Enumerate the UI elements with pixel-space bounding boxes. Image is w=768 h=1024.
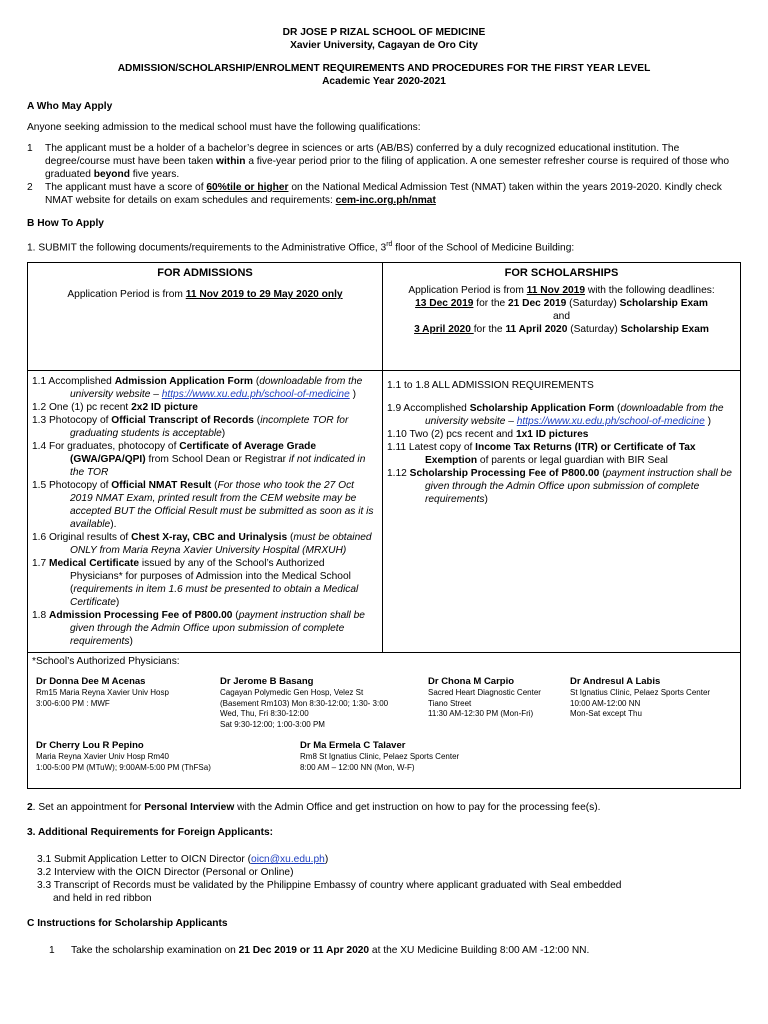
physician-name: Dr Donna Dee M Acenas <box>36 676 146 688</box>
physician-hours: Mon-Sat except Thu <box>570 709 642 719</box>
text-run: 11 April 2020 <box>505 324 568 336</box>
text-run: on the National Medical Admission Test (NMAT) taken within the years 2019-2020. Kindly check NMAT website for details on exam schedules and requirements: <box>45 182 722 206</box>
text-run: Personal Interview <box>144 802 235 814</box>
list-item <box>387 428 736 441</box>
physician-name: Dr Ma Ermela C Talaver <box>300 740 406 752</box>
text-run: floor of the School of Medicine Building: <box>392 242 575 254</box>
text-run: must be obtained ONLY from Maria Reyna Xavier University Hospital (MRXUH) <box>70 532 372 557</box>
text-run: of parents or legal guardian with BIR Seal <box>477 455 668 467</box>
qualification-list <box>27 142 741 207</box>
website-link[interactable]: https://www.xu.edu.ph/school-of-medicine <box>161 389 350 401</box>
item-text <box>45 181 741 207</box>
physician-name: Dr Jerome B Basang <box>220 676 314 688</box>
table-row <box>28 371 741 653</box>
text-run: ( <box>252 376 260 388</box>
qualification-item <box>27 142 741 181</box>
text-run: incomplete TOR for graduating students is acceptable <box>70 415 349 440</box>
admissions-header-cell <box>28 263 383 371</box>
text-run: . Set an appointment for <box>32 802 145 814</box>
academic-year: Academic Year 2020-2021 <box>322 76 446 87</box>
list-item <box>32 414 378 440</box>
text-run: 21 Dec 2019 or 11 Apr 2020 <box>238 945 370 957</box>
deadline-and: and <box>553 311 570 323</box>
section-a-intro: Anyone seeking admission to the medical school must have the following qualifications: <box>27 122 421 133</box>
text-run: ) <box>349 389 356 401</box>
text-run: ). <box>110 519 117 531</box>
text-run: issued by any of the School’s Authorized Physicians* for purposes of Admission into the Medical School ( <box>70 558 351 596</box>
physician-hours: 8:00 AM – 12:00 NN (Mon, W-F) <box>300 762 415 772</box>
physician-location: Rm8 St Ignatius Clinic, Pelaez Sports Center <box>300 752 460 762</box>
physician-card <box>36 676 216 709</box>
section-a <box>27 100 741 207</box>
text-run: 3 April 2020 <box>414 324 474 336</box>
text-run: ( <box>211 480 218 492</box>
text-run: with the Admin Office and get instruction on how to pay for the processing fee(s). <box>234 802 601 814</box>
list-item <box>32 479 378 531</box>
school-name: DR JOSE P RIZAL SCHOOL OF MEDICINE <box>282 27 486 38</box>
text-run: 1.3 Photocopy of <box>32 415 112 427</box>
physician-hours: (Basement Rm103) Mon 8:30-12:00; 1:30- 3:00 <box>220 698 389 708</box>
scholarships-period <box>387 284 736 297</box>
physician-hours: 11:30 AM-12:30 PM (Mon-Fri) <box>428 709 534 719</box>
physician-hours: 1:00-5:00 PM (MTuW); 9:00AM-5:00 PM (ThFSa) <box>36 762 211 772</box>
item-text <box>71 944 589 957</box>
item-number: 1 <box>49 945 55 957</box>
text-run: ( <box>614 403 621 415</box>
item-number: 2 <box>27 182 33 193</box>
physician-card <box>36 740 286 773</box>
physician-hours: Wed, Thu, Fri 8:30-12:00 <box>220 709 309 719</box>
section-b <box>27 217 741 789</box>
text-run: Admission Application Form <box>114 376 253 388</box>
text-run: Chest X-ray, CBC and Urinalysis <box>131 532 288 544</box>
text-run: The applicant must be a holder of a bachelor’s degree in sciences or arts (AB/BS) conferred by a duly recognized educational institution. The degree/course must have been taken <box>45 143 680 167</box>
text-run: at the XU Medicine Building 8:00 AM -12:00 NN. <box>369 945 590 957</box>
list-item <box>37 853 741 866</box>
list-item <box>387 467 736 506</box>
physician-hours: 10:00 AM-12:00 NN <box>570 698 641 708</box>
admissions-period <box>32 288 378 301</box>
text-run: ) <box>484 494 488 506</box>
text-run: for the <box>473 298 508 310</box>
text-run: from School Dean or Registrar <box>145 454 289 466</box>
text-run: ( <box>253 415 261 427</box>
list-item <box>32 440 378 479</box>
text-run: 1.8 <box>32 610 49 622</box>
physicians-cell <box>28 653 741 789</box>
list-item <box>32 531 378 557</box>
list-item <box>27 944 741 957</box>
submit-instruction <box>27 238 741 254</box>
physicians-heading: *School’s Authorized Physicians: <box>32 656 180 668</box>
text-run: downloadable from the university website – <box>70 376 363 401</box>
physician-card <box>220 676 420 730</box>
admissions-requirements-cell <box>28 371 383 653</box>
text-run: Certificate of Average Grade (GWA/GPA/QPI) <box>70 441 317 466</box>
text-run: For those who took the 27 Oct 2019 NMAT Exam, printed result from the CEM website may be accepted BUT the Official Result must be submitted as soon as it is available <box>70 480 374 531</box>
oicn-email-link[interactable]: oicn@xu.edu.ph <box>251 854 325 866</box>
list-item <box>387 441 736 467</box>
text-run: 1.5 Photocopy of <box>32 480 112 492</box>
step-3-heading: 3. Additional Requirements for Foreign Applicants: <box>27 827 274 839</box>
text-run: Scholarship Exam <box>619 298 708 310</box>
admissions-heading: FOR ADMISSIONS <box>157 267 253 280</box>
physician-location: St Ignatius Clinic, Pelaez Sports Center <box>570 688 711 698</box>
text-run: Take the scholarship examination on <box>71 945 239 957</box>
requirements-table <box>27 262 741 789</box>
list-item <box>32 401 378 414</box>
text-run: ( <box>287 532 294 544</box>
item-text <box>45 142 741 181</box>
text-run: Scholarship Processing Fee of P800.00 <box>409 468 600 480</box>
text-run: 1.11 Latest copy of <box>387 442 476 454</box>
text-run: Scholarship Application Form <box>469 403 615 415</box>
text-run: ( <box>232 610 239 622</box>
section-a-heading: A Who May Apply <box>27 101 113 112</box>
document-header <box>27 26 741 88</box>
text-run: ( <box>599 468 606 480</box>
table-row <box>28 653 741 789</box>
text-run: within <box>216 156 246 167</box>
scholarship-deadline <box>387 297 736 310</box>
list-item <box>387 402 736 428</box>
physician-location: Tiano Street <box>428 698 472 708</box>
text-run: Income Tax Returns (ITR) or Certificate of Tax Exemption <box>425 442 696 467</box>
list-item <box>32 375 378 401</box>
physician-card <box>300 740 520 773</box>
physician-location: Cagayan Polymedic Gen Hosp, Velez St <box>220 688 364 698</box>
physician-card <box>570 676 740 720</box>
text-run: ) <box>704 416 711 428</box>
text-run: 2x2 ID picture <box>131 402 198 414</box>
text-run: 13 Dec 2019 <box>415 298 474 310</box>
text-run: 1.10 Two (2) pcs recent and <box>387 429 516 441</box>
physician-name: Dr Chona M Carpio <box>428 676 515 688</box>
text-run: ) <box>221 428 226 440</box>
text-run: five years. <box>129 169 180 180</box>
scholarship-deadline <box>387 323 736 336</box>
text-run: downloadable from the university website – <box>425 403 724 428</box>
physician-hours: Sat 9:30-12:00; 1:00-3:00 PM <box>220 719 325 729</box>
text-run: Official Transcript of Records <box>111 415 254 427</box>
text-run: ) <box>324 854 329 866</box>
website-link[interactable]: https://www.xu.edu.ph/school-of-medicine <box>516 416 705 428</box>
text-run: The applicant must have a score of <box>45 182 207 193</box>
text-run: Medical Certificate <box>49 558 140 570</box>
scholarships-heading: FOR SCHOLARSHIPS <box>504 267 619 280</box>
text-run: Scholarship Exam <box>620 324 709 336</box>
text-run: 1.7 <box>32 558 49 570</box>
list-item <box>32 609 378 648</box>
list-item: 3.2 Interview with the OICN Director (Personal or Online) <box>37 867 294 879</box>
scholarships-requirements-cell <box>383 371 741 653</box>
text-run: payment instruction shall be given through the Admin Office upon submission of complete requirements <box>70 610 365 648</box>
scholarships-header-cell <box>383 263 741 371</box>
qualification-item <box>27 181 741 207</box>
physician-hours: 3:00-6:00 PM : MWF <box>36 698 110 708</box>
text-run: rd <box>386 241 393 248</box>
foreign-requirements-list <box>27 853 741 905</box>
section-b-heading: B How To Apply <box>27 218 104 229</box>
list-item: 3.3 Transcript of Records must be validated by the Philippine Embassy of country where applicant graduated with Seal embedded <box>37 880 622 892</box>
text-run: 1.9 Accomplished <box>387 403 470 415</box>
physician-location: Maria Reyna Xavier Univ Hosp Rm40 <box>36 752 169 762</box>
text-run: Official NMAT Result <box>111 480 212 492</box>
text-run: a five-year period prior to the filing of application. A one semester refresher course is required of those who graduated <box>45 156 730 180</box>
text-run: beyond <box>93 169 130 180</box>
text-run: Admission Processing Fee of P800.00 <box>49 610 233 622</box>
text-run: 1x1 ID pictures <box>515 429 589 441</box>
physician-card <box>428 676 568 720</box>
text-run: with the following deadlines: <box>585 285 715 297</box>
text-run: 1.1 Accomplished <box>32 376 115 388</box>
nmat-link[interactable]: cem-inc.org.ph/nmat <box>335 195 436 206</box>
physician-name: Dr Cherry Lou R Pepino <box>36 740 144 752</box>
list-item <box>32 557 378 609</box>
text-run: for the <box>473 324 506 336</box>
step-2 <box>27 801 741 814</box>
physician-location: Sacred Heart Diagnostic Center <box>428 688 541 698</box>
text-run: 2 <box>27 802 33 814</box>
text-run: if not indicated in the TOR <box>70 454 366 479</box>
list-item: 1.1 to 1.8 ALL ADMISSION REQUIREMENTS <box>387 380 594 392</box>
text-run: 3.1 Submit Application Letter to OICN Director ( <box>37 854 252 866</box>
text-run: Application Period is from <box>408 285 527 297</box>
item-number: 1 <box>27 143 33 154</box>
section-c <box>27 917 741 957</box>
text-run: 11 Nov 2019 <box>526 285 585 297</box>
text-run: payment instruction shall be given through the Admin Office upon submission of complete requirements <box>425 468 732 506</box>
text-run: 11 Nov 2019 to 29 May 2020 only <box>185 289 343 301</box>
document-title: ADMISSION/SCHOLARSHIP/ENROLMENT REQUIREMENTS AND PROCEDURES FOR THE FIRST YEAR LEVEL <box>117 63 651 74</box>
text-run: requirements in item 1.6 must be presented to obtain a Medical Certificate <box>70 584 359 609</box>
text-run: 1.2 One (1) pc recent <box>32 402 132 414</box>
text-run: 60%tile or higher <box>206 182 289 193</box>
physicians-grid <box>32 668 736 784</box>
physician-location: Rm15 Maria Reyna Xavier Univ Hosp <box>36 688 169 698</box>
text-run: 21 Dec 2019 <box>507 298 567 310</box>
text-run: 1.6 Original results of <box>32 532 132 544</box>
text-run: Application Period is from <box>67 289 186 301</box>
section-c-heading: C Instructions for Scholarship Applicants <box>27 918 228 930</box>
list-item-continuation: and held in red ribbon <box>53 893 152 905</box>
text-run: 1. SUBMIT the following documents/requirements to the Administrative Office, 3 <box>27 242 387 254</box>
text-run: ) <box>129 636 133 648</box>
text-run: ) <box>115 597 120 609</box>
text-run: 1.4 For graduates, photocopy of <box>32 441 180 453</box>
physician-name: Dr Andresul A Labis <box>570 676 661 688</box>
text-run: (Saturday) <box>567 324 621 336</box>
university-name: Xavier University, Cagayan de Oro City <box>290 40 478 51</box>
step-3 <box>27 826 741 905</box>
text-run: 1.12 <box>387 468 410 480</box>
text-run: (Saturday) <box>566 298 620 310</box>
table-row <box>28 263 741 371</box>
